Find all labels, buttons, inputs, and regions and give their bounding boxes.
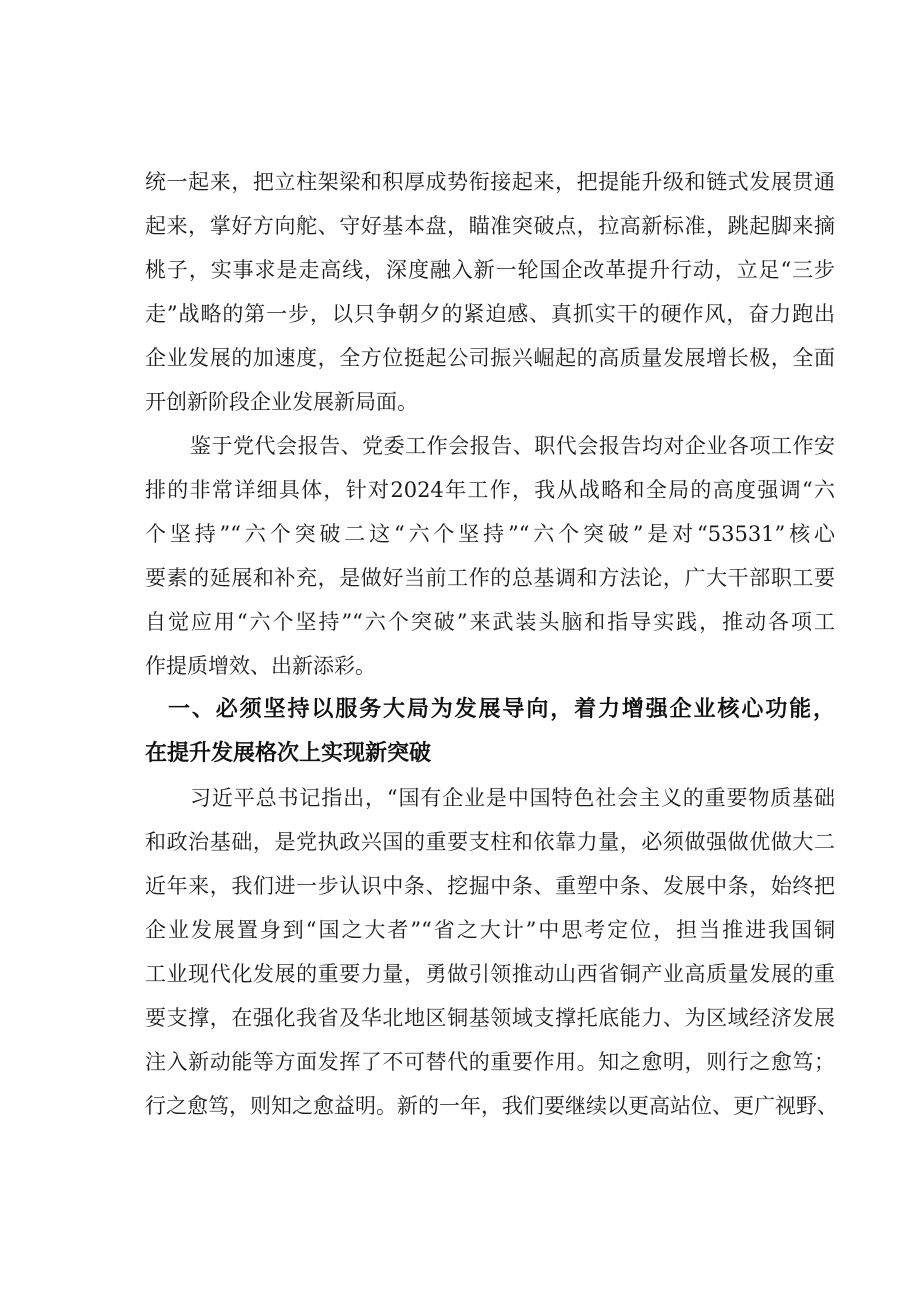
section-heading: 在提升发展格次上实现新突破 [145,741,432,766]
body-text-line: 起来，掌好方向舵、守好基本盘，瞄准突破点，拉高新标准，跳起脚来摘 [145,214,835,238]
body-text-line: 鉴于党代会报告、党委工作会报告、职代会报告均对企业各项工作安 [190,434,835,458]
body-text-line: 企业发展置身到“国之大者”“省之大计”中思考定位，担当推进我国铜 [145,918,835,942]
body-text-line: 统一起来，把立柱架梁和积厚成势衔接起来，把提能升级和链式发展贯通 [145,170,835,194]
body-text-line: 近年来，我们进一步认识中条、挖掘中条、重塑中条、发展中条，始终把 [145,874,835,898]
body-text-line: 行之愈笃，则知之愈益明。新的一年，我们要继续以更高站位、更广视野、 [145,1094,838,1118]
body-text-line: 自觉应用“六个坚持”“六个突破”来武装头脑和指导实践，推动各项工 [145,610,835,634]
body-text-line: 个坚持”“六个突破二这“六个坚持”“六个突破”是对“53531”核心 [145,522,835,546]
body-text-line: 走”战略的第一步，以只争朝夕的紧迫感、真抓实干的硬作风，奋力跑出 [145,302,835,326]
body-text-line: 排的非常详细具体，针对2024年工作，我从战略和全局的高度强调“六 [145,478,835,502]
body-text-line: 作提质增效、出新添彩。 [145,654,376,678]
body-text-line: 习近平总书记指出，“国有企业是中国特色社会主义的重要物质基础 [190,786,835,810]
section-heading: 一、必须坚持以服务大局为发展导向，着力增强企业核心功能， [168,697,835,722]
body-text-line: 和政治基础，是党执政兴国的重要支柱和依靠力量，必须做强做优做大二 [145,830,835,854]
body-text-line: 注入新动能等方面发挥了不可替代的重要作用。知之愈明，则行之愈笃； [145,1050,835,1074]
body-text-line: 开创新阶段企业发展新局面。 [145,390,418,414]
body-text-line: 要素的延展和补充，是做好当前工作的总基调和方法论，广大干部职工要 [145,566,835,590]
body-text-line: 要支撑，在强化我省及华北地区铜基领域支撑托底能力、为区域经济发展 [145,1006,835,1030]
body-text-line: 桃子，实事求是走高线，深度融入新一轮国企改革提升行动，立足“三步 [145,258,835,282]
body-text-line: 企业发展的加速度，全方位挺起公司振兴崛起的高质量发展增长极，全面 [145,346,835,370]
body-text-line: 工业现代化发展的重要力量，勇做引领推动山西省铜产业高质量发展的重 [145,962,835,986]
